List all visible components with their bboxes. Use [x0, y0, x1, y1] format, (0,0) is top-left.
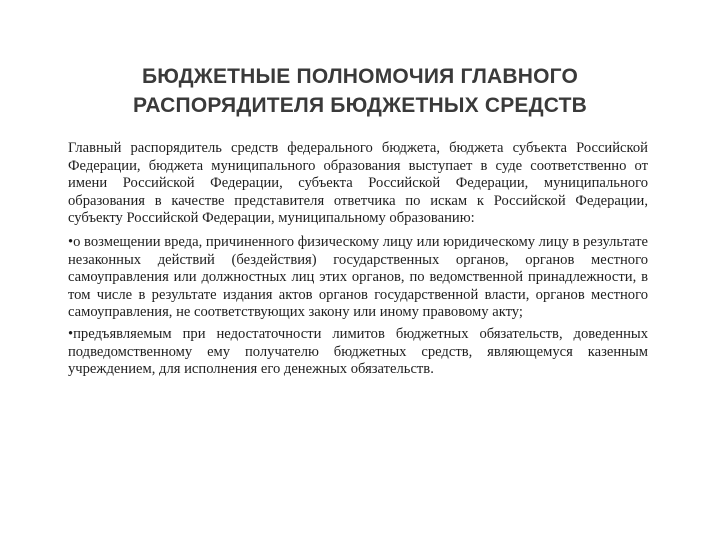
slide-title-line-1: БЮДЖЕТНЫЕ ПОЛНОМОЧИЯ ГЛАВНОГО [141, 65, 579, 88]
slide-title [40, 62, 680, 120]
slide-body [68, 140, 648, 383]
bullet-item-damages: •о возмещении вреда, причиненного физическому лицу или юридическому лицу в результате незаконных действий (бездействия) государственных органов, органов местного самоуправления или должностных лиц этих органов, по ведомственной принадлежности, в том числе в результате издания актов органов государственной власти, органов местного самоуправления, не соответствующих закону или иному правовому акту; [68, 233, 648, 321]
intro-paragraph: Главный распорядитель средств федерального бюджета, бюджета субъекта Российской Федерации, бюджета муниципального образования выступает в суде соответственно от имени Российской Федерации, субъекта Российской Федерации, муниципального образования в качестве представителя ответчика по искам к Российской Федерации, субъекту Российской Федерации, муниципальному образованию: [68, 140, 648, 227]
bullet-item-obligations: •предъявляемым при недостаточности лимитов бюджетных обязательств, доведенных подведомственному ему получателю бюджетных средств, являющемуся казенным учреждением, для исполнения его денежных обязательств. [68, 325, 648, 378]
slide-title-line-2: РАСПОРЯДИТЕЛЯ БЮДЖЕТНЫХ СРЕДСТВ [132, 94, 588, 117]
